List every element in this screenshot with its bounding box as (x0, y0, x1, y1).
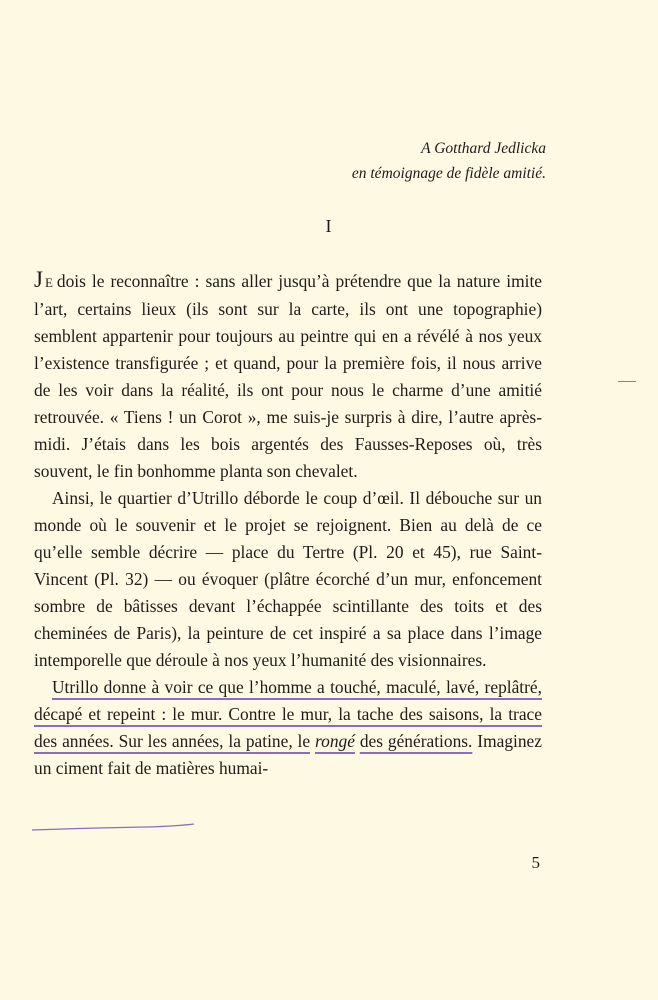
paragraph-2: Ainsi, le quartier d’Utrillo déborde le coup d’œil. Il débouche sur un monde où le souvenir et le projet se rejoignent. Bien au delà de ce qu’elle semble décrire — place du Tertre (Pl. 20 et 45), rue Saint-Vincent (Pl. 32) — ou évoquer (plâtre écorché d’un mur, enfoncement sombre de bâtisses devant l’échappée scintillante des toits et des cheminées de Paris), la peinture de cet inspiré a sa place dans l’image intemporelle que déroule à nos yeux l’humanité des visionnaires. (34, 488, 542, 670)
chapter-number: I (325, 216, 333, 236)
paragraph-1 (34, 266, 542, 485)
underlined-passage: Utrillo donne à voir ce que l’homme a touché, maculé, lavé, replâtré, décapé et repeint : le mur. Contre le mur, la tache des saisons, la trace des années. Sur les années, la patine, le (34, 677, 542, 751)
paragraph-3 (34, 674, 542, 782)
dedication-line-2: en témoignage de fidèle amitié. (351, 165, 546, 182)
underlined-passage-2: des générations. (359, 731, 473, 751)
pen-underline-mark (28, 818, 198, 838)
paragraph-3-rest: Imaginez un ciment fait de matières humai- (34, 731, 542, 778)
italic-word: rongé (315, 731, 355, 751)
small-cap: E (44, 275, 54, 290)
dedication-line-1: A Gotthard Jedlicka (421, 140, 546, 157)
drop-cap: J (34, 267, 45, 292)
margin-mark (618, 381, 636, 382)
body-text (34, 266, 542, 782)
paragraph-1-text: dois le reconnaître : sans aller jusqu’à prétendre que la nature imite l’art, certains lieux (ils sont sur la carte, ils ont une topographie) semblent appartenir pour toujours au peintre qui en a révélé à nos yeux l’existence transfigurée ; et quand, pour la première fois, il nous arrive de les voir dans la réalité, ils ont pour nous le charme d’une amitié retrouvée. « Tiens ! un Corot », me suis-je surpris à dire, l’autre après-midi. J’étais dans les bois argentés des Fausses-Reposes où, très souvent, le fin bonhomme planta son chevalet. (34, 271, 542, 481)
dedication (352, 136, 546, 186)
page-number: 5 (531, 853, 540, 872)
